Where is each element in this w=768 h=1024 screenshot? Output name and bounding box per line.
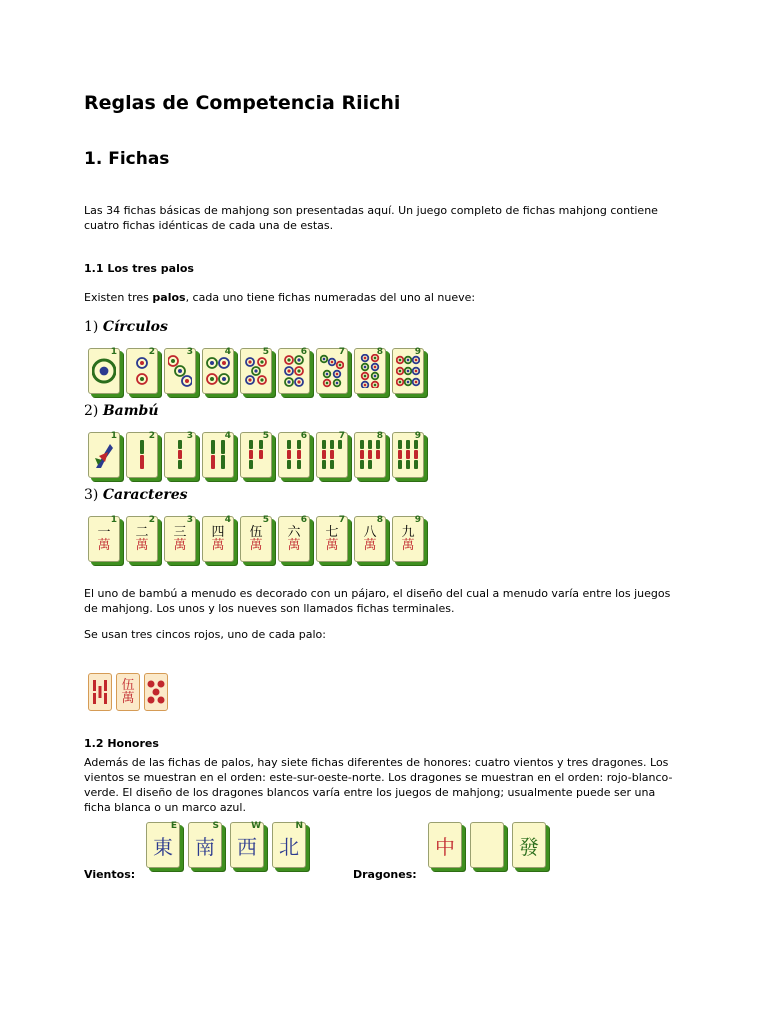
circle-tile-4 xyxy=(202,348,234,394)
tile-number: 2 xyxy=(148,347,155,357)
bamboo-sticks-icon xyxy=(206,438,230,472)
character-tile-4: 4 四 萬 xyxy=(202,516,234,562)
suit-label-circles: 1) Círculos xyxy=(84,319,168,335)
circles-icon xyxy=(320,354,344,388)
tile-number: 4 xyxy=(224,347,231,357)
tile-number: 1 xyxy=(110,347,117,357)
tile-number: N xyxy=(295,821,303,831)
tile-number: 5 xyxy=(262,347,269,357)
wind-tile-W: W 西 xyxy=(230,822,264,868)
tile-number: 3 xyxy=(186,515,193,525)
bamboo-tile-row xyxy=(88,432,424,478)
character-tile-3: 3 三 萬 xyxy=(164,516,196,562)
character-tile-6: 6 六 萬 xyxy=(278,516,310,562)
circles-icon xyxy=(92,354,116,388)
bird-icon xyxy=(92,438,116,472)
dragons-label: Dragones: xyxy=(353,868,417,881)
subsection-heading-honores: 1.2 Honores xyxy=(84,737,159,750)
palos-bold: palos xyxy=(152,291,186,304)
dragons-tile-row xyxy=(428,822,546,868)
circles-icon xyxy=(244,354,268,388)
circles-icon xyxy=(282,354,306,388)
bamboo-sticks-icon xyxy=(396,438,420,472)
character-tile-1: 1 一 萬 xyxy=(88,516,120,562)
circle-tile-7 xyxy=(316,348,348,394)
dragon-tile-red: 中 xyxy=(428,822,462,868)
intro-paragraph: Las 34 fichas básicas de mahjong son presentadas aquí. Un juego completo de fichas mahjong contiene cuatro fichas idénticas de cada una de estas. xyxy=(84,204,658,232)
tile-number: 6 xyxy=(300,431,307,441)
tile-number: 5 xyxy=(262,431,269,441)
bamboo-sticks-icon xyxy=(358,438,382,472)
bamboo-sticks-icon xyxy=(320,438,344,472)
bamboo-tile-6 xyxy=(278,432,310,478)
bamboo-tile-7 xyxy=(316,432,348,478)
tile-number: W xyxy=(251,821,261,831)
circles-icon xyxy=(206,354,230,388)
circles-tile-row xyxy=(88,348,424,394)
tile-number: E xyxy=(170,821,177,831)
tile-number: 7 xyxy=(338,347,345,357)
bamboo-tile-2 xyxy=(126,432,158,478)
tile-number: 6 xyxy=(300,515,307,525)
tile-number: S xyxy=(212,821,219,831)
circle-tile-6 xyxy=(278,348,310,394)
bamboo-icon xyxy=(92,679,108,705)
circle-tile-5 xyxy=(240,348,272,394)
bamboo-tile-4 xyxy=(202,432,234,478)
tile-number: 9 xyxy=(414,347,421,357)
wind-tile-S: S 南 xyxy=(188,822,222,868)
bamboo-sticks-icon xyxy=(282,438,306,472)
circles-icon xyxy=(168,354,192,388)
bamboo-sticks-icon xyxy=(130,438,154,472)
bamboo-sticks-icon xyxy=(244,438,268,472)
circle-icon xyxy=(147,679,165,705)
tile-number: 7 xyxy=(338,515,345,525)
red-fives-row xyxy=(88,673,168,711)
circle-tile-3 xyxy=(164,348,196,394)
tile-number: 2 xyxy=(148,515,155,525)
red-five-circle-tile xyxy=(144,673,168,711)
tile-number: 7 xyxy=(338,431,345,441)
suits-paragraph: Existen tres palos, cada uno tiene fichas numeradas del uno al nueve: xyxy=(84,291,476,304)
tile-number: 8 xyxy=(376,431,383,441)
character-tile-7: 7 七 萬 xyxy=(316,516,348,562)
suit-label-characters: 3) Caracteres xyxy=(84,487,188,503)
winds-label: Vientos: xyxy=(84,868,136,881)
character-tile-8: 8 八 萬 xyxy=(354,516,386,562)
bamboo-tile-5 xyxy=(240,432,272,478)
bamboo-tile-3 xyxy=(164,432,196,478)
character-tile-5: 5 伍 萬 xyxy=(240,516,272,562)
honors-paragraph: Además de las fichas de palos, hay siete fichas diferentes de honores: cuatro vientos y tres dragones. Los vientos se muestran en el orden: este-sur-oeste-norte. Los dragones se muestran en el orden: rojo-blanco-verde. El diseño de los dragones blancos varía entre los juegos de mahjong; usualmente puede ser una ficha blanca o un marco azul. xyxy=(84,756,673,814)
circle-tile-2 xyxy=(126,348,158,394)
tile-number: 4 xyxy=(224,431,231,441)
tile-number: 9 xyxy=(414,515,421,525)
tile-number: 4 xyxy=(224,515,231,525)
red-five-bamboo-tile xyxy=(88,673,112,711)
circles-icon xyxy=(358,354,382,388)
bamboo-tile-1 xyxy=(88,432,120,478)
circle-tile-8 xyxy=(354,348,386,394)
tile-number: 1 xyxy=(110,515,117,525)
character-tile-2: 2 二 萬 xyxy=(126,516,158,562)
circle-tile-9 xyxy=(392,348,424,394)
red-fives-paragraph: Se usan tres cincos rojos, uno de cada palo: xyxy=(84,628,326,641)
circles-icon xyxy=(396,354,420,388)
characters-tile-row xyxy=(88,516,424,562)
tile-number: 8 xyxy=(376,347,383,357)
circle-tile-1 xyxy=(88,348,120,394)
subsection-heading-palos: 1.1 Los tres palos xyxy=(84,262,194,275)
tile-number: 3 xyxy=(186,431,193,441)
character-tile-9: 9 九 萬 xyxy=(392,516,424,562)
tile-number: 1 xyxy=(110,431,117,441)
circles-icon xyxy=(130,354,154,388)
suit-label-bamboo: 2) Bambú xyxy=(84,403,159,419)
page-title: Reglas de Competencia Riichi xyxy=(84,92,401,114)
wind-tile-E: E 東 xyxy=(146,822,180,868)
tile-number: 6 xyxy=(300,347,307,357)
tile-number: 8 xyxy=(376,515,383,525)
section-heading-fichas: 1. Fichas xyxy=(84,149,170,169)
bamboo-tile-8 xyxy=(354,432,386,478)
bamboo-tile-9 xyxy=(392,432,424,478)
winds-tile-row xyxy=(146,822,306,868)
tile-number: 2 xyxy=(148,431,155,441)
bamboo-paragraph: El uno de bambú a menudo es decorado con un pájaro, el diseño del cual a menudo varía entre los juegos de mahjong. Los unos y los nueves son llamados fichas terminales. xyxy=(84,587,671,615)
dragon-tile-white xyxy=(470,822,504,868)
tile-number: 9 xyxy=(414,431,421,441)
tile-number: 3 xyxy=(186,347,193,357)
red-five-character-tile: 伍 萬 xyxy=(116,673,140,711)
bamboo-sticks-icon xyxy=(168,438,192,472)
dragon-tile-green: 發 xyxy=(512,822,546,868)
tile-number: 5 xyxy=(262,515,269,525)
wind-tile-N: N 北 xyxy=(272,822,306,868)
